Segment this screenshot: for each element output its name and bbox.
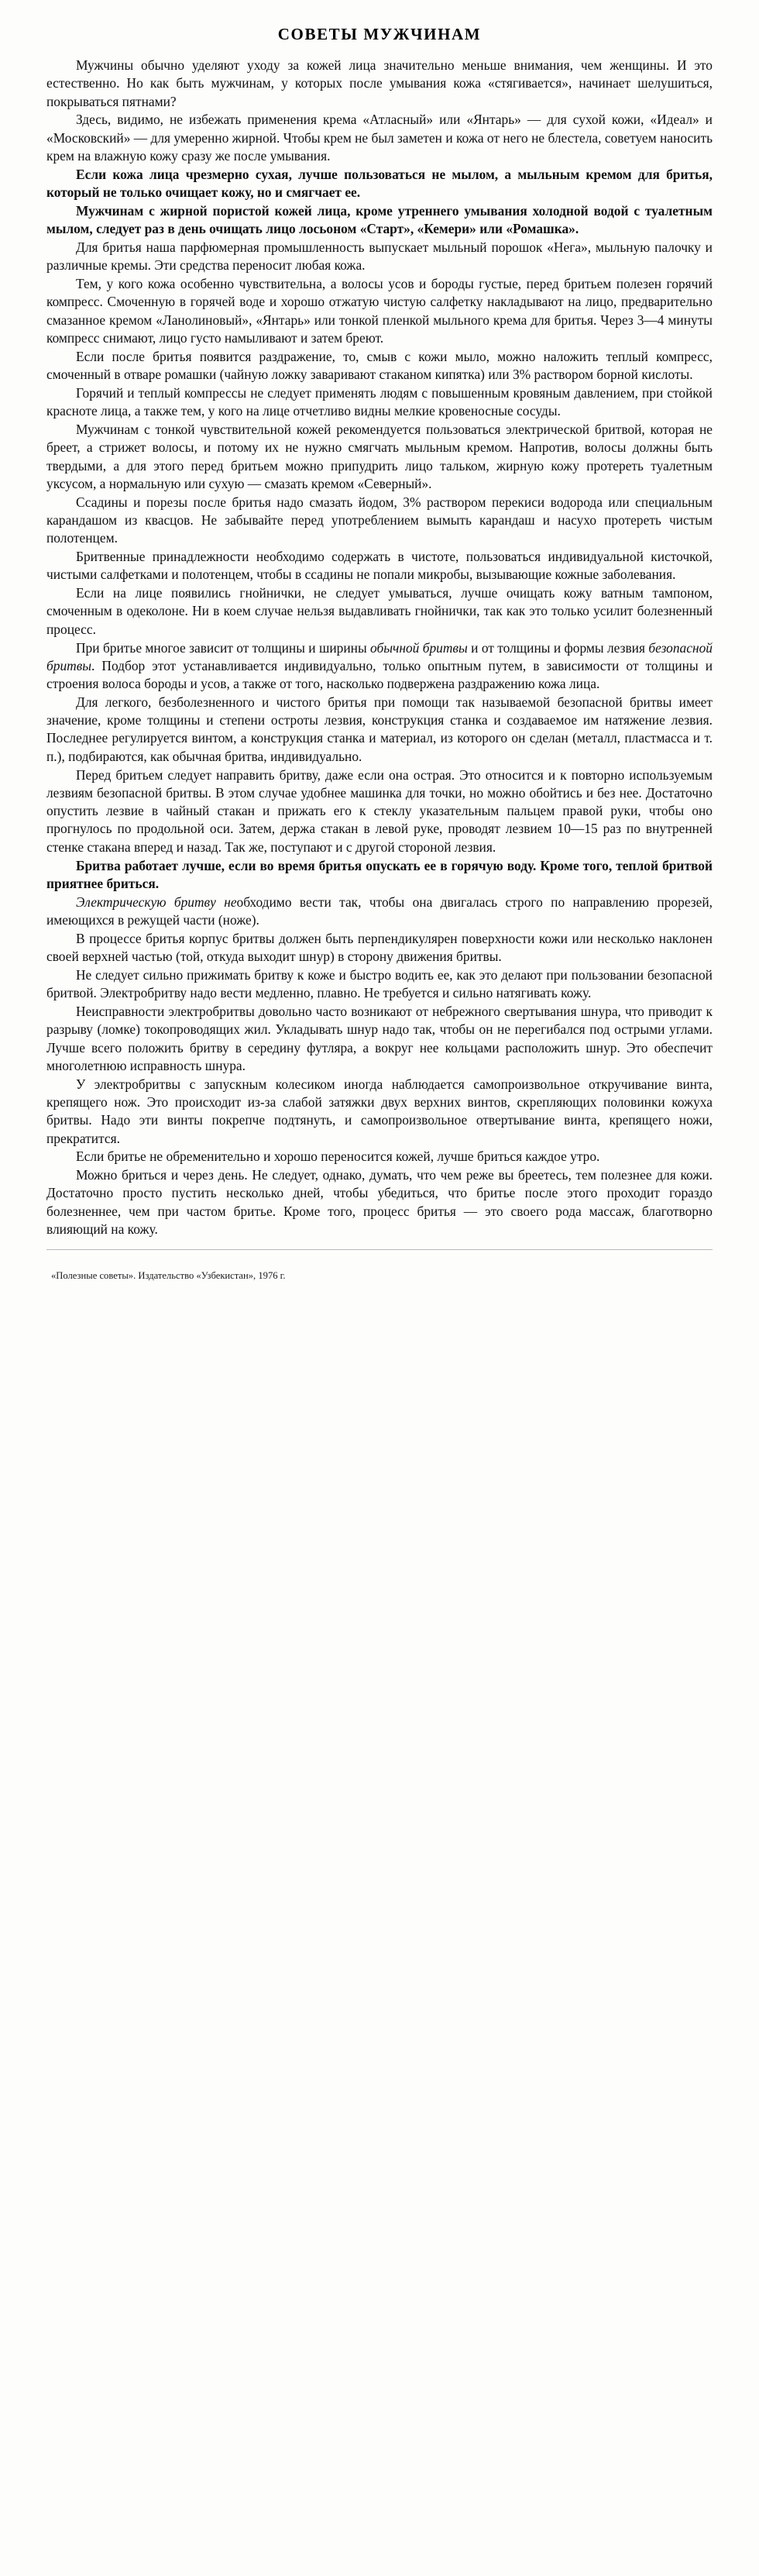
paragraph: Если бритье не обременительно и хорошо переносится кожей, лучше бриться каждое утро. (76, 1149, 600, 1165)
paragraph: Для легкого, безболезненного и чистого бритья при помощи так называемой безопасной бритвы имеет значение, кроме толщины и степени остроты лезвия, конструкция станка и создаваемое им натяжение лезвия. Последнее регулируется винтом, а конструкция станка и материал, из которого он сделан (металл, пластмасса и т. п.), подбираются, как обычная бритва, индивидуально. (46, 694, 713, 764)
paragraph: Мужчинам с тонкой чувствительной кожей рекомендуется пользоваться электрической бритвой, которая не бреет, а стрижет волосы, и потому их не нужно смягчать мыльным кремом. Напротив, волосы должны быть твердыми, а для этого перед бритьем можно припудрить лицо тальком, жирную кожу протереть туалетным уксусом, а нормальную или сухую — смазать кремом «Северный». (46, 421, 713, 491)
paragraph: Не следует сильно прижимать бритву к коже и быстро водить ее, как это делают при пользовании безопасной бритвой. Электробритву надо вести медленно, плавно. Не требуется и сильно натягивать кожу. (46, 966, 713, 1001)
paragraph: В процессе бритья корпус бритвы должен быть перпендикулярен поверхности кожи или несколько наклонен своей верхней частью (той, откуда выходит шнур) в сторону движения бритвы. (46, 930, 713, 965)
paragraph: Если на лице появились гнойнички, не следует умываться, лучше очищать кожу ватным тампоном, смоченным в одеколоне. Ни в коем случае нельзя выдавливать гнойнички, так как это только усилит болезненный процесс. (46, 585, 713, 637)
source-caption: «Полезные советы». Издательство «Узбекистан», 1976 г. (51, 1270, 286, 1282)
paragraph: Ссадины и порезы после бритья надо смазать йодом, 3% раствором перекиси водорода или специальным карандашом из квасцов. Не забывайте перед употреблением вымыть карандаш и насухо протереть чистым полотенцем. (46, 494, 713, 546)
paragraph: У электробритвы с запускным колесиком иногда наблюдается самопроизвольное откручивание винта, крепящего нож. Это происходит из-за слабой затяжки двух верхних винтов, скрепляющих половинки кожуха бритвы. Надо эти винты покрепче подтянуть, и самопроизвольное отвертывание винта, крепящего ножи, прекратится. (46, 1076, 713, 1146)
paragraph: Перед бритьем следует направить бритву, даже если она острая. Это относится и к повторно используемым лезвиям безопасной бритвы. В этом случае удобнее машинка для точки, но можно обойтись и без нее. Достаточно опустить лезвие в чайный стакан и прижать его к стеклу указательным пальцем правой руки, чтобы оно прогнулось по продольной оси. Затем, держа стакан в левой руке, проводят лезвием 10—15 раз по внутренней стенке стакана вперед и назад. Так же, поступают и с другой стороной лезвия. (46, 766, 713, 855)
paragraph: Мужчины обычно уделяют уходу за кожей лица значительно меньше внимания, чем женщины. И это естественно. Но как быть мужчинам, у которых после умывания кожа «стягивается», начинает шелушиться, покрываться пятнами? (46, 57, 713, 109)
paragraph: Если кожа лица чрезмерно сухая, лучше пользоваться не мылом, а мыльным кремом для бритья, который не только очищает кожу, но и смягчает ее. (46, 166, 713, 201)
paragraph: Если после бритья появится раздражение, то, смыв с кожи мыло, можно наложить теплый компресс, смоченный в отваре ромашки (чайную ложку заваривают стаканом кипятка) или 3% раствором борной кислоты. (46, 348, 713, 383)
paragraph: Здесь, видимо, не избежать применения крема «Атласный» или «Янтарь» — для сухой кожи, «Идеал» и «Московский» — для умеренно жирной. Чтобы крем не был заметен и кожа от него не блестела, советуем наносить крем на влажную кожу сразу же после умывания. (46, 112, 713, 164)
paragraph: Мужчинам с жирной пористой кожей лица, кроме утреннего умывания холодной водой с туалетным мылом, следует раз в день очищать лицо лосьоном «Старт», «Кемери» или «Ромашка». (46, 202, 713, 237)
paragraph: Бритва работает лучше, если во время бритья опускать ее в горячую воду. Кроме того, теплой бритвой приятнее бриться. (46, 857, 713, 891)
paragraph: Неисправности электробритвы довольно часто возникают от небрежного свертывания шнура, что приводит к разрыву (ломке) токопроводящих жил. Укладывать шнур надо так, чтобы он не перегибался под острыми углами. Лучше всего положить бритву в середину футляра, а вокруг нее кольцами расположить шнур. Это обеспечит многолетнюю исправность шнура. (46, 1003, 713, 1073)
paragraph: Бритвенные принадлежности необходимо содержать в чистоте, пользоваться индивидуальной кисточкой, чистыми салфетками и полотенцем, чтобы в ссадины не попали микробы, вызывающие кожные заболевания. (46, 549, 713, 583)
paragraph: Электрическую бритву необходимо вести так, чтобы она двигалась строго по направлению прорезей, имеющихся в режущей части (ноже). (46, 894, 713, 928)
paragraph: Горячий и теплый компрессы не следует применять людям с повышенным кровяным давлением, при стойкой красноте лица, а также тем, у кого на лице отчетливо видны мелкие кровеносные сосуды. (46, 384, 713, 419)
paragraph: При бритье многое зависит от толщины и ширины обычной бритвы и от толщины и формы лезвия безопасной бритвы. Подбор этот устанавливается индивидуально, только опытным путем, в зависимости от толщины и строения волоса бороды и усов, а также от того, насколько подвержена раздражению кожа лица. (46, 639, 713, 692)
paragraph: Тем, у кого кожа особенно чувствительна, а волосы усов и бороды густые, перед бритьем полезен горячий компресс. Смоченную в горячей воде и хорошо отжатую чистую салфетку накладывают на лицо, предварительно смазанное кремом «Ланолиновый», «Янтарь» или тонкой пленкой мыльного крема для бритья. Через 3—4 минуты компресс снимают, лицо густо намыливают и затем бреют. (46, 276, 713, 346)
page-title: СОВЕТЫ МУЖЧИНАМ (277, 25, 482, 43)
paragraph: Для бритья наша парфюмерная промышленность выпускает мыльный порошок «Нега», мыльную палочку и различные кремы. Эти средства переносит любая кожа. (46, 239, 713, 274)
paragraph: Можно бриться и через день. Не следует, однако, думать, что чем реже вы бреетесь, тем полезнее для кожи. Достаточно просто пустить несколько дней, чтобы убедиться, что бритье после этого проходит гораздо болезненнее, чем при частом бритье. Кроме того, процесс бритья — это своего рода массаж, благотворно влияющий на кожу. (46, 1167, 713, 1237)
article-body (46, 57, 713, 1238)
footer-divider (46, 1249, 713, 1250)
